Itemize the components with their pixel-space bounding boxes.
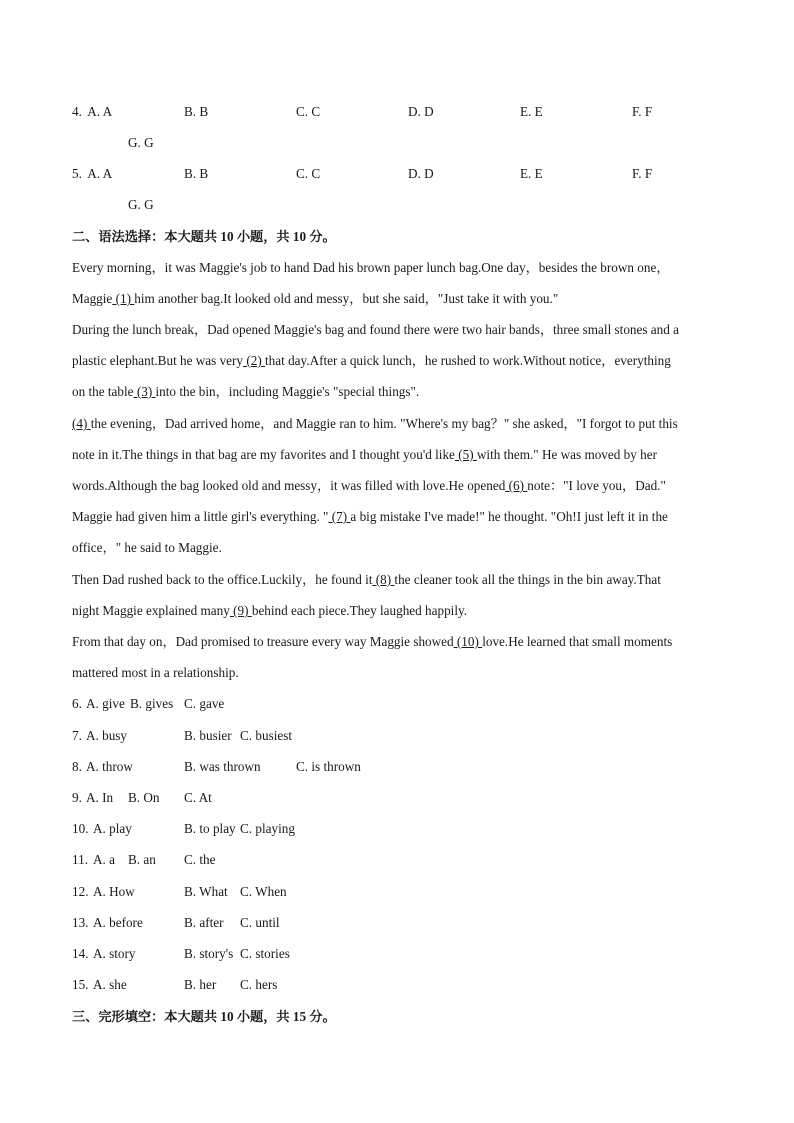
passage-line-2 xyxy=(72,290,558,308)
q14-option-a: A. story xyxy=(93,946,136,961)
q15-option-b: B. her xyxy=(184,977,217,992)
passage-line-4 xyxy=(72,352,671,370)
passage-text: note："I love you，Dad." xyxy=(527,478,666,493)
blank-2: (2) xyxy=(243,353,266,368)
q6-option-c: C. gave xyxy=(184,696,225,711)
q15-option-a: A. she xyxy=(93,977,127,992)
q7-number: 7. xyxy=(72,728,82,743)
q15-number: 15. xyxy=(72,977,89,992)
q5-option-b: B. B xyxy=(184,166,209,181)
q4-option-b: B. B xyxy=(184,104,209,119)
passage-text: the cleaner took all the things in the bin away.That xyxy=(394,572,661,587)
q12-number: 12. xyxy=(72,884,89,899)
q10-option-b: B. to play xyxy=(184,821,236,836)
q4-option-c: C. C xyxy=(296,104,321,119)
passage-line-11 xyxy=(72,571,661,589)
q4-line xyxy=(72,103,112,121)
q10-number: 10. xyxy=(72,821,89,836)
blank-7: (7) xyxy=(328,509,351,524)
q15-option-c: C. hers xyxy=(240,977,278,992)
passage-text: Maggie had given him a little girl's everything. " xyxy=(72,509,329,524)
passage-text: on the table xyxy=(72,384,134,399)
passage-text: love.He learned that small moments xyxy=(482,634,673,649)
passage-line-8 xyxy=(72,477,666,495)
q9-option-a: A. In xyxy=(86,790,114,805)
passage-text: with them." He was moved by her xyxy=(476,447,657,462)
q8-number: 8. xyxy=(72,759,82,774)
q13-option-a: A. before xyxy=(93,915,143,930)
q12-option-b: B. What xyxy=(184,884,228,899)
q6-option-b: B. gives xyxy=(130,696,174,711)
passage-text: Maggie xyxy=(72,291,113,306)
q4-option-g: G. G xyxy=(128,135,154,150)
section2-heading: 二、语法选择：本大题共 10 小题，共 10 分。 xyxy=(72,229,336,244)
passage-text: into the bin，including Maggie's "special things". xyxy=(155,384,420,399)
q4-option-d: D. D xyxy=(408,104,434,119)
passage-line-6 xyxy=(72,415,678,433)
passage-text: plastic elephant.But he was very xyxy=(72,353,244,368)
passage-line-7 xyxy=(72,446,657,464)
q9-option-c: C. At xyxy=(184,790,212,805)
q6-number: 6. xyxy=(72,696,82,711)
q8-option-c: C. is thrown xyxy=(296,759,361,774)
passage-text: note in it.The things in that bag are my favorites and I thought you'd like xyxy=(72,447,455,462)
passage-text: a big mistake I've made!" he thought. "Oh!I just left it in the xyxy=(350,509,668,524)
q9-number: 9. xyxy=(72,790,82,805)
blank-6: (6) xyxy=(505,478,528,493)
q11-number: 11. xyxy=(72,852,88,867)
passage-text: the evening，Dad arrived home，and Maggie ran to him. "Where's my bag？" she asked，"I forgot to put this xyxy=(90,416,678,431)
q4-number: 4. xyxy=(72,104,82,119)
passage-line-13 xyxy=(72,633,672,651)
q9-option-b: B. On xyxy=(128,790,160,805)
q14-number: 14. xyxy=(72,946,89,961)
q7-option-b: B. busier xyxy=(184,728,232,743)
q10-option-a: A. play xyxy=(93,821,132,836)
passage-line-12 xyxy=(72,602,467,620)
q12-option-c: C. When xyxy=(240,884,287,899)
passage-text: words.Although the bag looked old and messy，it was filled with love.He opened xyxy=(72,478,506,493)
q13-option-c: C. until xyxy=(240,915,280,930)
passage-text: behind each piece.They laughed happily. xyxy=(251,603,468,618)
passage-line-9 xyxy=(72,508,668,526)
q5-option-f: F. F xyxy=(632,166,653,181)
q10-option-c: C. playing xyxy=(240,821,295,836)
q5-line xyxy=(72,165,112,183)
q5-option-g: G. G xyxy=(128,197,154,212)
passage-text: From that day on，Dad promised to treasure every way Maggie showed xyxy=(72,634,454,649)
q13-option-b: B. after xyxy=(184,915,224,930)
passage-line-3: During the lunch break，Dad opened Maggie's bag and found there were two hair bands，three small stones and a xyxy=(72,322,679,337)
passage-text: him another bag.It looked old and messy，but she said，"Just take it with you." xyxy=(134,291,559,306)
q4-option-a: A. A xyxy=(87,104,113,119)
blank-3: (3) xyxy=(133,384,156,399)
passage-text: that day.After a quick lunch，he rushed to work.Without notice，everything xyxy=(265,353,671,368)
q4-option-e: E. E xyxy=(520,104,543,119)
blank-4: (4) xyxy=(72,416,91,431)
q5-option-e: E. E xyxy=(520,166,543,181)
q12-option-a: A. How xyxy=(93,884,135,899)
passage-line-1: Every morning，it was Maggie's job to hand Dad his brown paper lunch bag.One day，besides the brown one， xyxy=(72,260,670,275)
q11-option-a: A. a xyxy=(93,852,115,867)
q11-option-b: B. an xyxy=(128,852,156,867)
blank-5: (5) xyxy=(454,447,477,462)
q14-option-c: C. stories xyxy=(240,946,290,961)
passage-line-5 xyxy=(72,383,419,401)
q11-option-c: C. the xyxy=(184,852,216,867)
q14-option-b: B. story's xyxy=(184,946,234,961)
q5-number: 5. xyxy=(72,166,82,181)
q5-option-c: C. C xyxy=(296,166,321,181)
passage-text: Then Dad rushed back to the office.Luckily，he found it xyxy=(72,572,373,587)
q8-option-b: B. was thrown xyxy=(184,759,261,774)
section3-heading: 三、完形填空：本大题共 10 小题，共 15 分。 xyxy=(72,1009,336,1024)
blank-10: (10) xyxy=(453,634,483,649)
q4-option-f: F. F xyxy=(632,104,653,119)
blank-1: (1) xyxy=(112,291,135,306)
q7-option-c: C. busiest xyxy=(240,728,293,743)
q5-option-a: A. A xyxy=(87,166,113,181)
passage-line-14: mattered most in a relationship. xyxy=(72,665,239,680)
q8-option-a: A. throw xyxy=(86,759,133,774)
blank-9: (9) xyxy=(229,603,252,618)
passage-text: night Maggie explained many xyxy=(72,603,230,618)
q13-number: 13. xyxy=(72,915,89,930)
q7-option-a: A. busy xyxy=(86,728,128,743)
blank-8: (8) xyxy=(372,572,395,587)
q6-option-a: A. give xyxy=(86,696,125,711)
passage-line-10: office，" he said to Maggie. xyxy=(72,540,222,555)
q5-option-d: D. D xyxy=(408,166,434,181)
